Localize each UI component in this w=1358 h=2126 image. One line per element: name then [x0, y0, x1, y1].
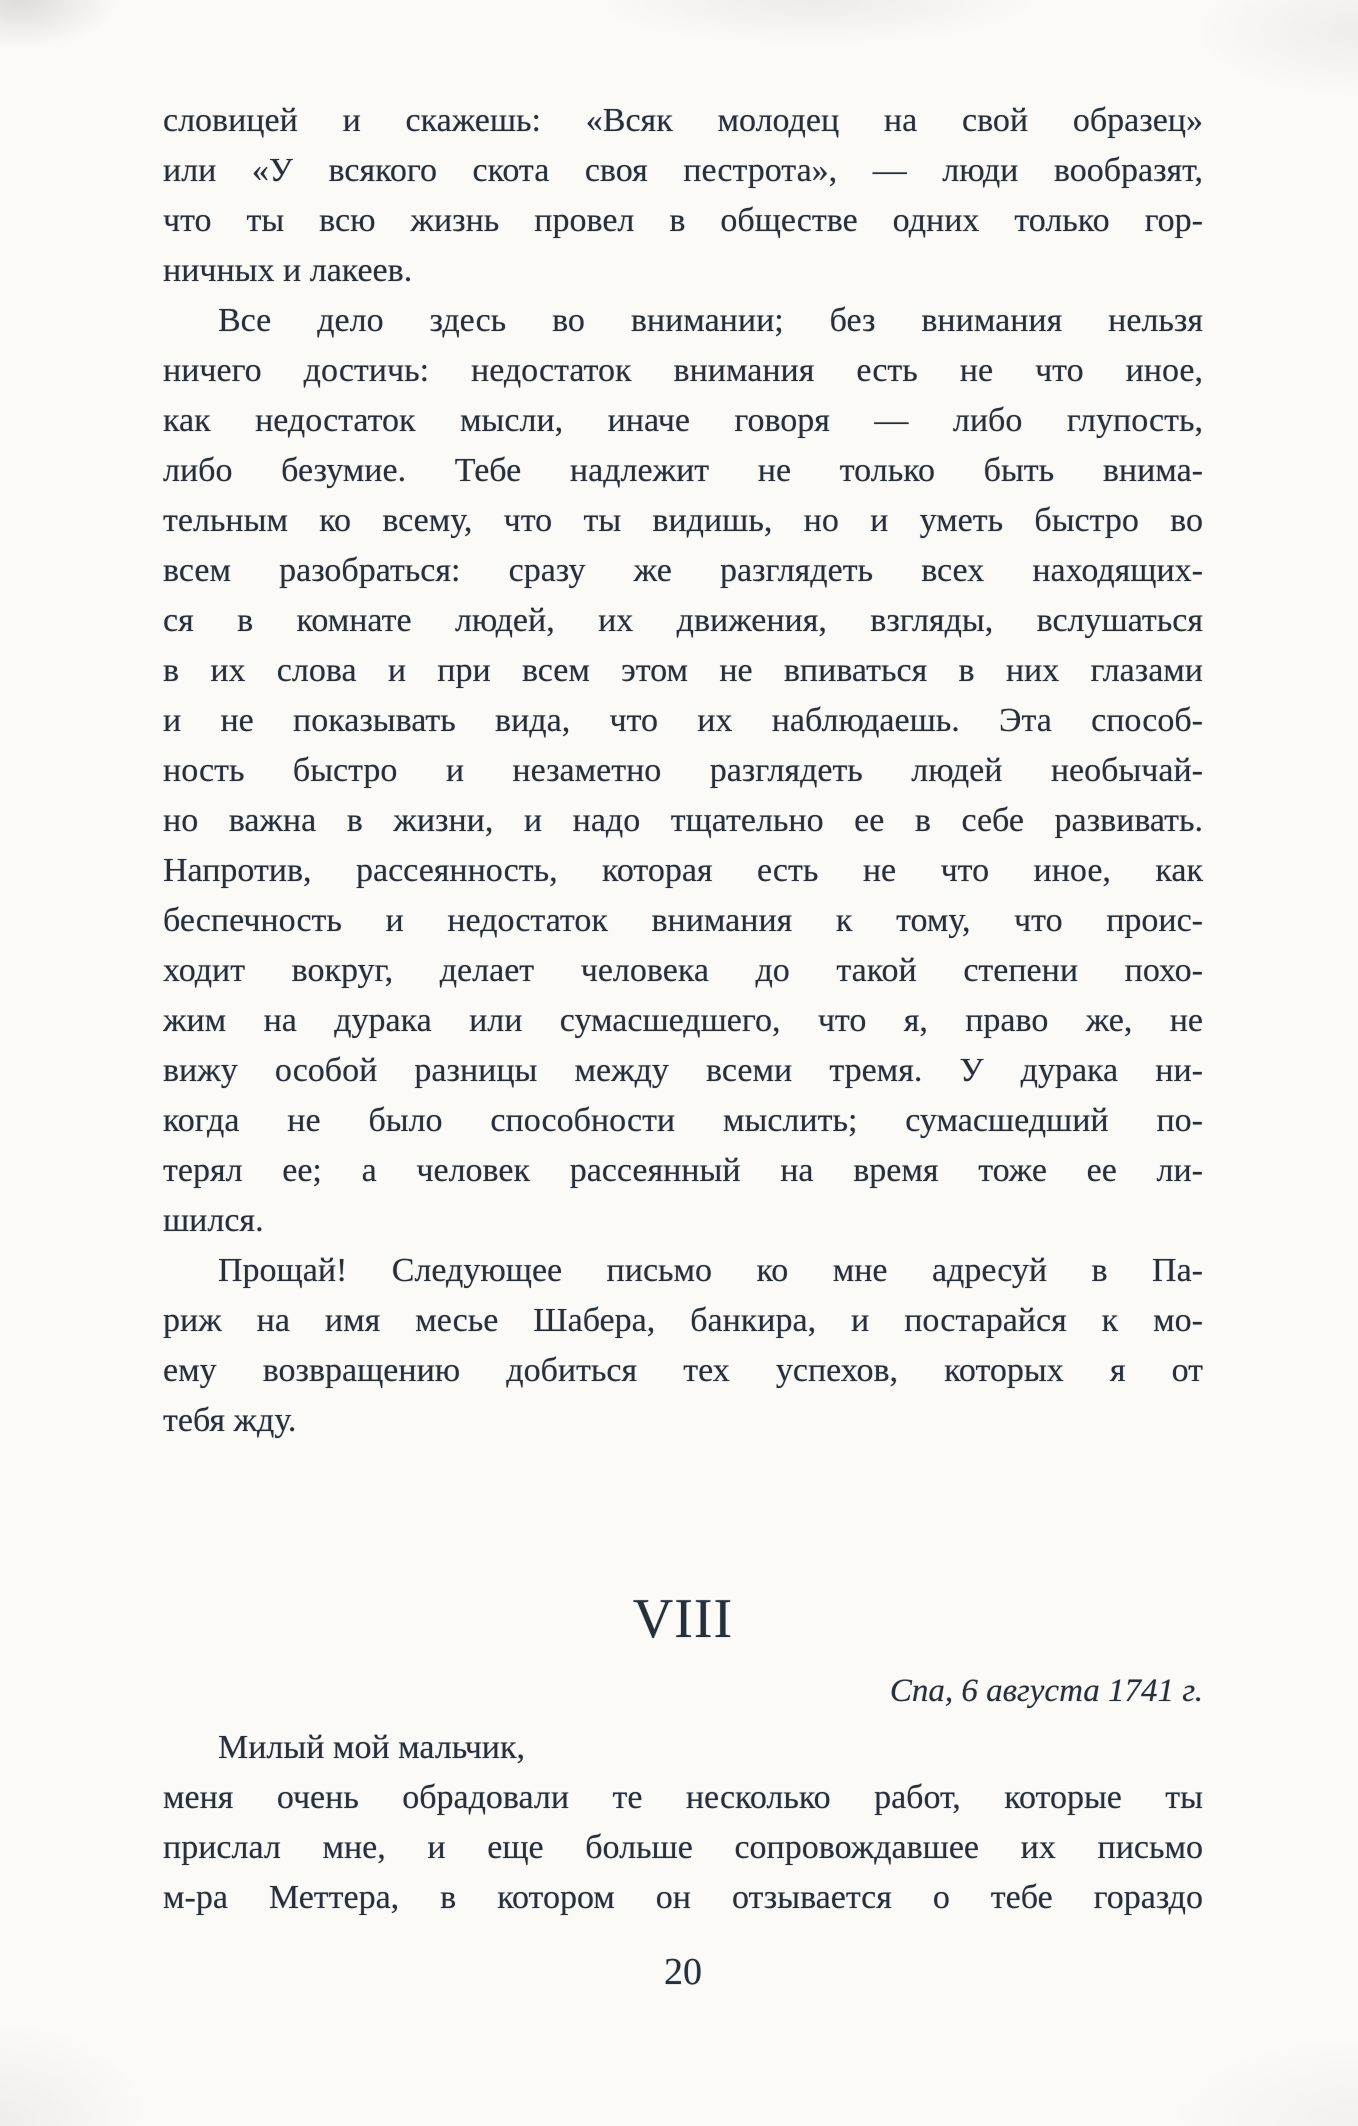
text-line: риж на имя месье Шабера, банкира, и постарайся к мо- [163, 1302, 1203, 1339]
paragraph [163, 1246, 1203, 1446]
text-line: что ты всю жизнь провел в обществе одних только гор- [163, 202, 1203, 239]
text-line: шился. [163, 1202, 264, 1239]
text-line: либо безумие. Тебе надлежит не только быть внима- [163, 452, 1203, 489]
text-line: или «У всякого скота своя пестрота», — люди вообразят, [163, 152, 1203, 189]
text-line: ничего достичь: недостаток внимания есть не что иное, [163, 352, 1203, 389]
paragraph [163, 296, 1203, 1246]
text-line: и не показывать вида, что их наблюдаешь. Эта способ- [163, 702, 1203, 739]
text-line: Прощай! Следующее письмо ко мне адресуй в Па- [218, 1252, 1203, 1289]
text-line: но важна в жизни, и надо тщательно ее в себе развивать. [163, 802, 1203, 839]
text-line: Напротив, рассеянность, которая есть не что иное, как [163, 852, 1203, 889]
paragraph [163, 96, 1203, 296]
text-line: когда не было способности мыслить; сумасшедший по- [163, 1102, 1203, 1139]
text-line: ся в комнате людей, их движения, взгляды, вслушаться [163, 602, 1203, 639]
text-line: всем разобраться: сразу же разглядеть всех находящих- [163, 552, 1203, 589]
text-line: жим на дурака или сумасшедшего, что я, право же, не [163, 1002, 1203, 1039]
text-line: прислал мне, и еще больше сопровождавшее их письмо [163, 1829, 1203, 1866]
text-line: меня очень обрадовали те несколько работ, которые ты [163, 1779, 1203, 1816]
text-line: терял ее; а человек рассеянный на время тоже ее ли- [163, 1152, 1203, 1189]
text-line: тельным ко всему, что ты видишь, но и уметь быстро во [163, 502, 1203, 539]
text-line: в их слова и при всем этом не впиваться в них глазами [163, 652, 1203, 689]
text-line: ничных и лакеев. [163, 252, 413, 289]
text-line: Милый мой мальчик, [218, 1729, 526, 1766]
text-line: м-ра Меттера, в котором он отзывается о тебе гораздо [163, 1879, 1203, 1916]
text-line: словицей и скажешь: «Всяк молодец на свой образец» [163, 102, 1203, 139]
text-line: ходит вокруг, делает человека до такой степени похо- [163, 952, 1203, 989]
text-line: Все дело здесь во внимании; без внимания нельзя [218, 302, 1203, 339]
text-line: как недостаток мысли, иначе говоря — либо глупость, [163, 402, 1203, 439]
text-line: беспечность и недостаток внимания к тому, что проис- [163, 902, 1203, 939]
text-line: вижу особой разницы между всеми тремя. У дурака ни- [163, 1052, 1203, 1089]
text-flow [163, 96, 1203, 1923]
text-line: тебя жду. [163, 1402, 297, 1439]
paragraph [163, 1723, 1203, 1923]
chapter-heading: VIII [632, 1588, 734, 1650]
text-line: ему возвращению добиться тех успехов, которых я от [163, 1352, 1203, 1389]
text-line: ность быстро и незаметно разглядеть людей необычай- [163, 752, 1203, 789]
dateline: Спа, 6 августа 1741 г. [889, 1673, 1203, 1709]
page-number: 20 [664, 1951, 702, 1993]
